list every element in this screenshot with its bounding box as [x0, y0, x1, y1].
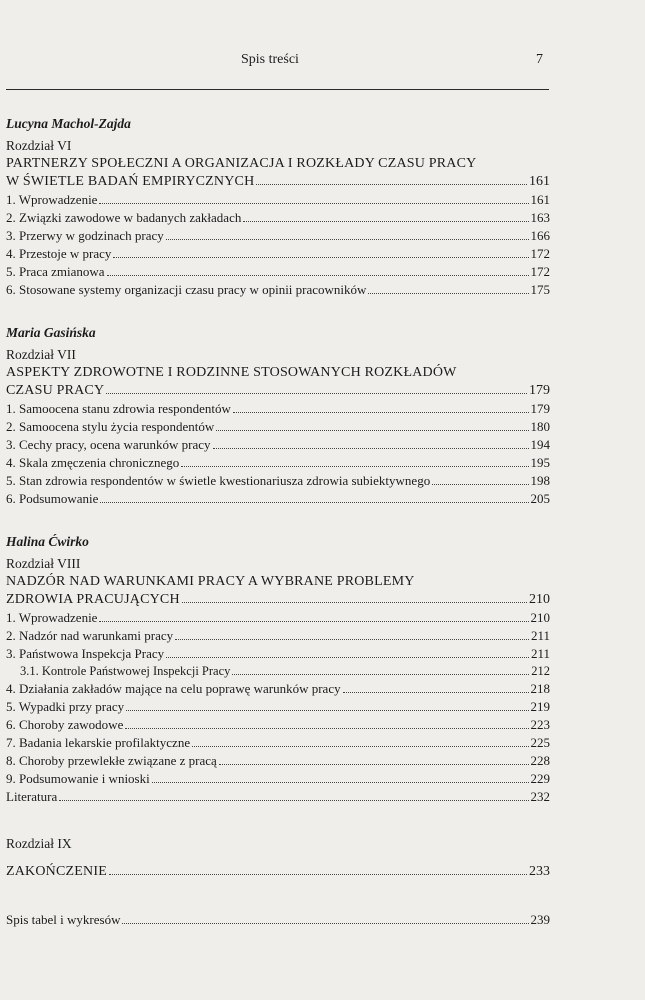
- toc-entry[interactable]: [6, 191, 550, 209]
- page-ref: 195: [530, 455, 550, 470]
- page-ref: 194: [530, 437, 550, 452]
- dot-leader: [233, 412, 529, 413]
- page-ref: 210: [529, 592, 550, 607]
- toc-entry[interactable]: [6, 770, 550, 788]
- page-ref: 180: [530, 419, 550, 434]
- dot-leader: [216, 430, 528, 431]
- toc-entry[interactable]: [6, 752, 550, 770]
- dot-leader: [219, 764, 529, 765]
- toc-entry[interactable]: [6, 680, 550, 698]
- spacer: [6, 818, 550, 836]
- spacer: [6, 311, 550, 325]
- dot-leader: [122, 923, 528, 924]
- page-ref: 205: [530, 491, 550, 506]
- entry-text: 6. Choroby zawodowe: [6, 717, 124, 732]
- entry-text: 5. Stan zdrowia respondentów w świetle kwestionariusza zdrowia subiektywnego: [6, 473, 431, 488]
- page-ref: 179: [529, 383, 550, 398]
- dot-leader: [343, 692, 529, 693]
- entry-text: 1. Wprowadzenie: [6, 192, 98, 207]
- entry-text: 2. Nadzór nad warunkami pracy: [6, 628, 174, 643]
- toc-entry[interactable]: [6, 734, 550, 752]
- toc-entry[interactable]: [6, 245, 550, 263]
- toc-entry[interactable]: [6, 454, 550, 472]
- entry-text: Spis tabel i wykresów: [6, 912, 121, 927]
- dot-leader: [99, 203, 528, 204]
- toc-subentry[interactable]: [6, 663, 550, 680]
- spacer: [6, 520, 550, 534]
- dot-leader: [106, 393, 527, 394]
- chapter-label: Rozdział VII: [6, 347, 76, 362]
- entry-text: 6. Podsumowanie: [6, 491, 99, 506]
- dot-leader: [99, 621, 528, 622]
- toc-entry[interactable]: [6, 627, 550, 645]
- dot-leader: [100, 502, 528, 503]
- spacer: [6, 853, 550, 863]
- page-ref: 218: [530, 681, 550, 696]
- entry-text: 5. Praca zmianowa: [6, 264, 105, 279]
- chapter-label: Rozdział IX: [6, 836, 72, 851]
- chapter-title-line: W ŚWIETLE BADAŃ EMPIRYCZNYCH: [6, 174, 255, 189]
- chapter-title-line: ASPEKTY ZDROWOTNE I RODZINNE STOSOWANYCH ROZKŁADÓW: [6, 365, 457, 380]
- page-ref: 223: [530, 717, 550, 732]
- entry-text: 8. Choroby przewlekłe związane z pracą: [6, 753, 217, 768]
- running-title: Spis treści: [241, 52, 299, 67]
- dot-leader: [166, 239, 529, 240]
- chapter-title-row[interactable]: [6, 591, 550, 609]
- entry-text: 3. Państwowa Inspekcja Pracy: [6, 646, 165, 661]
- page-ref: 225: [530, 735, 550, 750]
- header-rule: [6, 89, 549, 90]
- toc-entry[interactable]: [6, 418, 550, 436]
- entry-text: 1. Samoocena stanu zdrowia respondentów: [6, 401, 231, 416]
- toc-entry[interactable]: [6, 263, 550, 281]
- entry-text: 9. Podsumowanie i wnioski: [6, 771, 150, 786]
- page-ref: 219: [530, 699, 550, 714]
- toc-entry[interactable]: [6, 227, 550, 245]
- toc-entry-tables[interactable]: [6, 911, 550, 929]
- dot-leader: [243, 221, 528, 222]
- page-ref: 212: [531, 664, 550, 678]
- author-name: Lucyna Machol-Zajda: [6, 116, 131, 131]
- dot-leader: [109, 874, 527, 875]
- toc-entry[interactable]: [6, 788, 550, 806]
- dot-leader: [192, 746, 528, 747]
- section-chapter-9: [6, 836, 550, 881]
- entry-text: 2. Związki zawodowe w badanych zakładach: [6, 210, 242, 225]
- chapter-label: Rozdział VIII: [6, 556, 81, 571]
- chapter-title-line: ZDROWIA PRACUJĄCYCH: [6, 592, 180, 607]
- section-chapter-7: [6, 325, 550, 508]
- page-number: 7: [536, 52, 543, 67]
- dot-leader: [113, 257, 528, 258]
- page-ref: 210: [530, 610, 550, 625]
- chapter-title-line: PARTNERZY SPOŁECZNI A ORGANIZACJA I ROZKŁADY CZASU PRACY: [6, 156, 477, 171]
- dot-leader: [232, 674, 529, 675]
- page-ref: 228: [530, 753, 550, 768]
- entry-text: 3. Przerwy w godzinach pracy: [6, 228, 164, 243]
- toc-entry[interactable]: [6, 698, 550, 716]
- chapter-title-row[interactable]: [6, 173, 550, 191]
- entry-text: 3. Cechy pracy, ocena warunków pracy: [6, 437, 211, 452]
- page-ref: 239: [530, 912, 550, 927]
- entry-text: 1. Wprowadzenie: [6, 610, 98, 625]
- page-ref: 175: [530, 282, 550, 297]
- page-ref: 163: [530, 210, 550, 225]
- page-ref: 161: [530, 192, 550, 207]
- toc-entry[interactable]: [6, 609, 550, 627]
- page-ref: 179: [530, 401, 550, 416]
- entry-text: 7. Badania lekarskie profilaktyczne: [6, 735, 191, 750]
- author-name: Halina Ćwirko: [6, 534, 89, 549]
- page-ref: 198: [530, 473, 550, 488]
- page-ref: 233: [529, 864, 550, 879]
- chapter-title-line: ZAKOŃCZENIE: [6, 864, 107, 879]
- spacer: [6, 893, 550, 911]
- dot-leader: [213, 448, 529, 449]
- dot-leader: [152, 782, 529, 783]
- dot-leader: [125, 728, 528, 729]
- page-ref: 161: [529, 174, 550, 189]
- entry-text: 4. Przestoje w pracy: [6, 246, 112, 261]
- chapter-title-line: NADZÓR NAD WARUNKAMI PRACY A WYBRANE PROBLEMY: [6, 574, 415, 589]
- page-ref: 229: [530, 771, 550, 786]
- section-chapter-8: [6, 534, 550, 806]
- entry-text: Literatura: [6, 789, 58, 804]
- toc-entry[interactable]: [6, 400, 550, 418]
- author-name: Maria Gasińska: [6, 325, 96, 340]
- toc-entry[interactable]: [6, 209, 550, 227]
- entry-text: 3.1. Kontrole Państwowej Inspekcji Pracy: [20, 664, 231, 678]
- dot-leader: [126, 710, 528, 711]
- table-of-contents: [6, 116, 550, 929]
- chapter-title-row[interactable]: [6, 863, 550, 881]
- dot-leader: [166, 657, 529, 658]
- toc-entry[interactable]: [6, 645, 550, 663]
- entry-text: 2. Samoocena stylu życia respondentów: [6, 419, 215, 434]
- toc-entry[interactable]: [6, 281, 550, 299]
- toc-entry[interactable]: [6, 472, 550, 490]
- page-ref: 172: [530, 264, 550, 279]
- entry-text: 5. Wypadki przy pracy: [6, 699, 125, 714]
- page-ref: 211: [530, 628, 550, 643]
- dot-leader: [181, 466, 528, 467]
- toc-entry[interactable]: [6, 490, 550, 508]
- page-ref: 172: [530, 246, 550, 261]
- page-ref: 211: [530, 646, 550, 661]
- section-chapter-6: [6, 116, 550, 299]
- chapter-title-row[interactable]: [6, 382, 550, 400]
- entry-text: 6. Stosowane systemy organizacji czasu pracy w opinii pracowników: [6, 282, 367, 297]
- dot-leader: [432, 484, 528, 485]
- dot-leader: [175, 639, 529, 640]
- dot-leader: [368, 293, 528, 294]
- chapter-label: Rozdział VI: [6, 138, 72, 153]
- toc-entry[interactable]: [6, 716, 550, 734]
- dot-leader: [107, 275, 529, 276]
- toc-entry[interactable]: [6, 436, 550, 454]
- running-head: [0, 52, 645, 72]
- entry-text: 4. Skala zmęczenia chronicznego: [6, 455, 180, 470]
- dot-leader: [256, 184, 527, 185]
- entry-text: 4. Działania zakładów mające na celu poprawę warunków pracy: [6, 681, 341, 696]
- dot-leader: [59, 800, 528, 801]
- chapter-title-line: CZASU PRACY: [6, 383, 105, 398]
- page-ref: 232: [530, 789, 550, 804]
- dot-leader: [182, 602, 527, 603]
- page-ref: 166: [530, 228, 550, 243]
